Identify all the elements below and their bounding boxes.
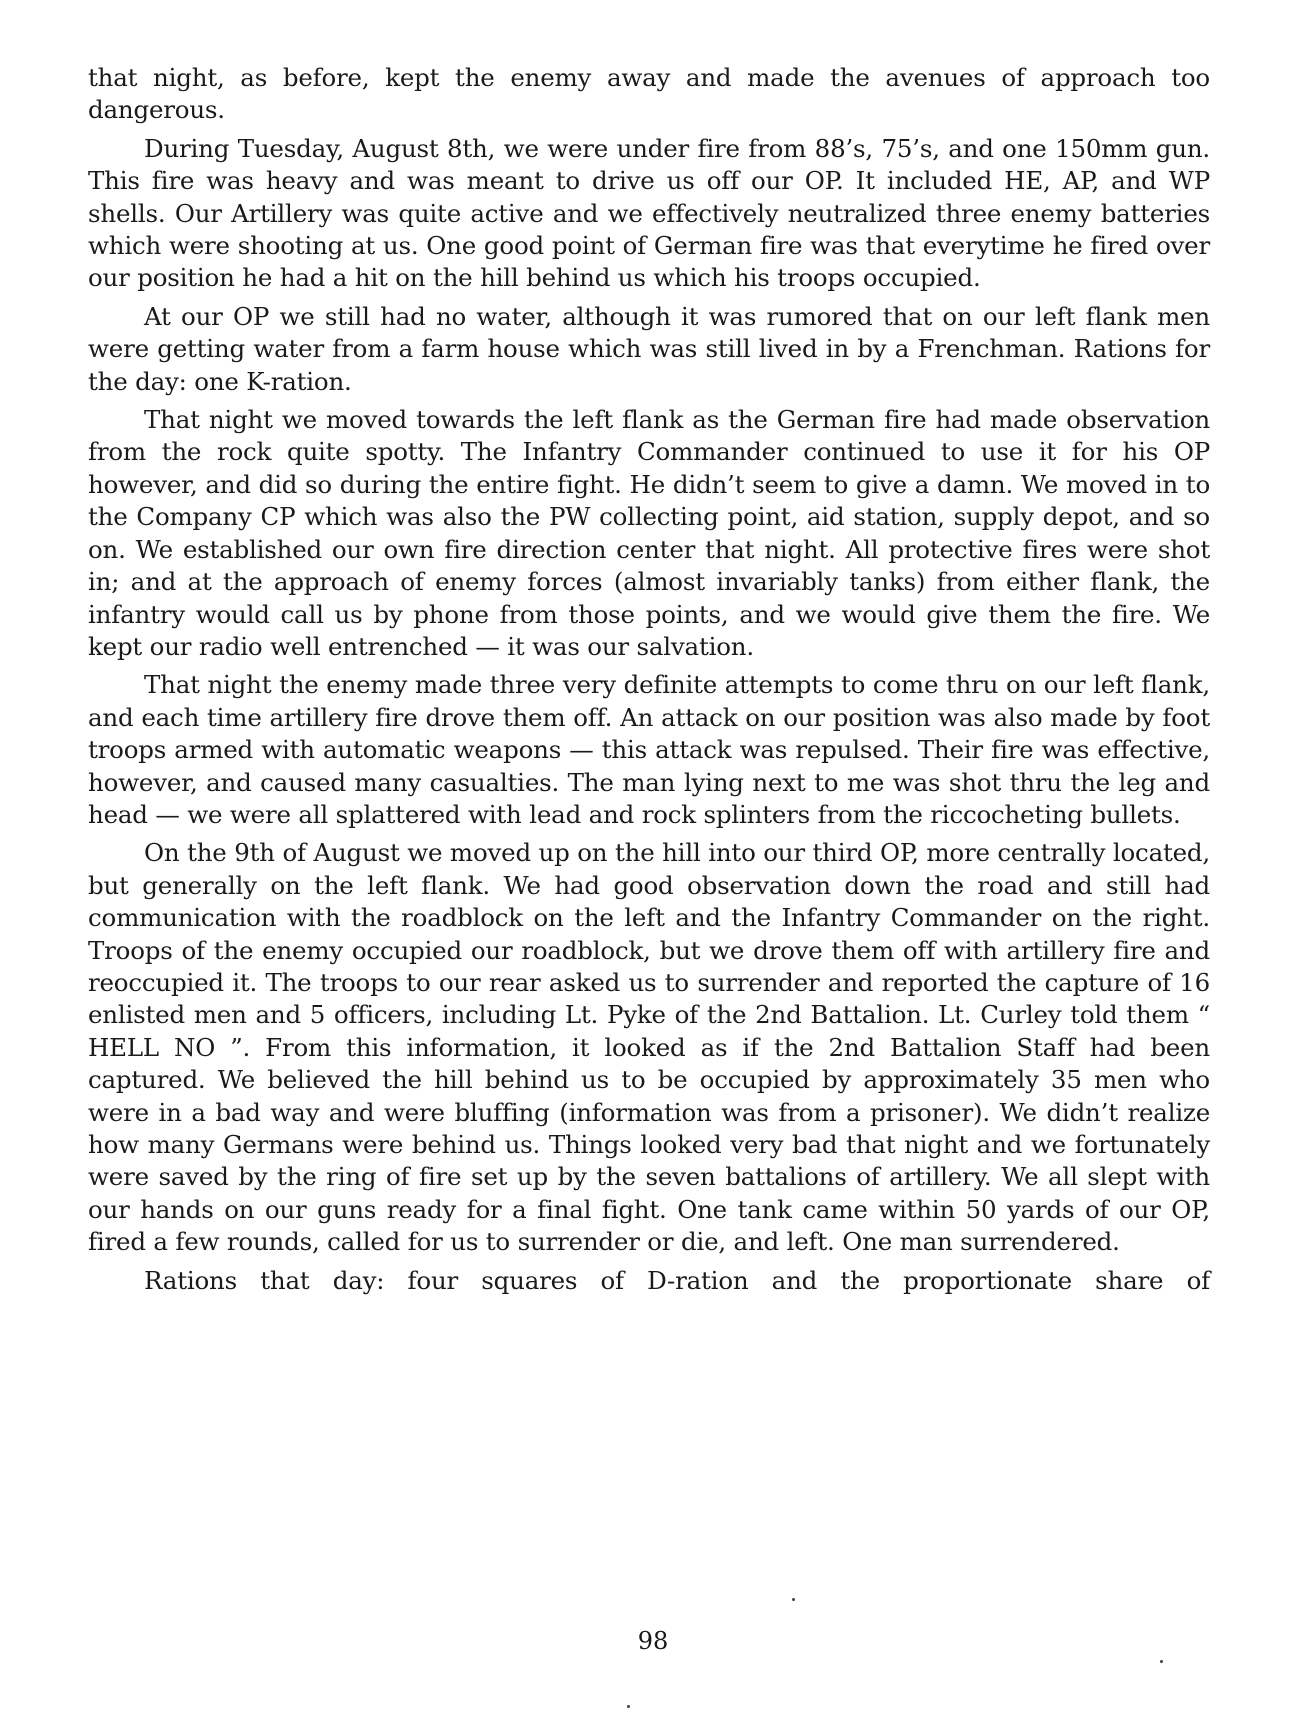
- paragraph-water-rations: At our OP we still had no water, although it was rumored that on our left flank men were getting water from a farm house which was still lived in by a Frenchman. Rations for the day: one K-ration.: [88, 301, 1210, 396]
- paragraph-move-left-flank: That night we moved towards the left flank as the German fire had made observation from the rock quite spotty. The Infantry Commander continued to use it for his OP however, and did so during the entire fight. He didn’t seem to give a damn. We moved in to the Company CP which was also the PW collecting point, aid station, supply depot, and so on. We established our own fire direction center that night. All protective fires were shot in; and at the approach of enemy forces (almost invariably tanks) from either flank, the infantry would call us by phone from those points, and we would give them the fire. We kept our radio well entrenched — it was our salvation.: [88, 405, 1210, 661]
- scan-speck-mark: [792, 1598, 795, 1601]
- paragraph-rations-that-day: Rations that day: four squares of D-ration and the proportionate share of: [144, 1265, 1210, 1295]
- page-number: 98: [637, 1627, 669, 1655]
- paragraph-august-8th: During Tuesday, August 8th, we were under fire from 88’s, 75’s, and one 150mm gun. This fire was heavy and was meant to drive us off our OP. It included HE, AP, and WP shells. Our Artillery was quite active and we effectively neutralized three enemy batteries which were shooting at us. One good point of German fire was that everytime he fired over our position he had a hit on the hill behind us which his troops occupied.: [88, 133, 1210, 293]
- page-body: [88, 62, 1210, 1303]
- paragraph-continuation: that night, as before, kept the enemy away and made the avenues of approach too dangerous.: [88, 63, 1210, 125]
- scan-speck-mark: [627, 1705, 630, 1708]
- scan-speck-mark: [1160, 1660, 1163, 1663]
- paragraph-august-9th: On the 9th of August we moved up on the hill into our third OP, more centrally located, but generally on the left flank. We had good observation down the road and still had communication with the roadblock on the left and the Infantry Commander on the right. Troops of the enemy occupied our roadblock, but we drove them off with artillery fire and reoccupied it. The troops to our rear asked us to surrender and reported the capture of 16 enlisted men and 5 officers, including Lt. Pyke of the 2nd Battalion. Lt. Curley told them “ HELL NO ”. From this information, it looked as if the 2nd Battalion Staff had been captured. We believed the hill behind us to be occupied by approximately 35 men who were in a bad way and were bluffing (information was from a prisoner). We didn’t realize how many Germans were behind us. Things looked very bad that night and we fortunately were saved by the ring of fire set up by the seven battalions of artillery. We all slept with our hands on our guns ready for a final fight. One tank came within 50 yards of our OP, fired a few rounds, called for us to surrender or die, and left. One man surrendered.: [88, 838, 1210, 1257]
- paragraph-enemy-attempts: That night the enemy made three very definite attempts to come thru on our left flank, and each time artillery fire drove them off. An attack on our position was also made by foot troops armed with automatic weapons — this attack was repulsed. Their fire was effective, however, and caused many casualties. The man lying next to me was shot thru the leg and head — we were all splattered with lead and rock splinters from the riccocheting bullets.: [88, 670, 1210, 829]
